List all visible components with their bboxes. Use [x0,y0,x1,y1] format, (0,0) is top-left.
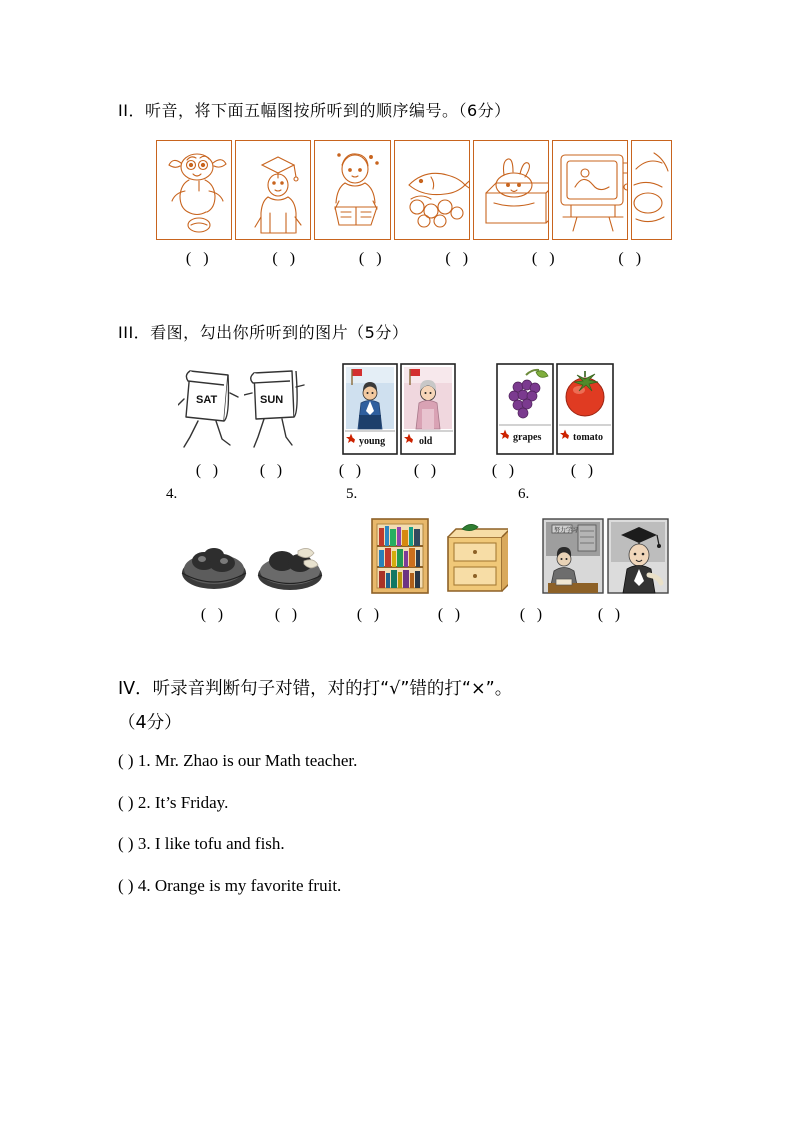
svg-text:SAT: SAT [196,393,218,406]
section-2-heading: II．听音，将下面五幅图按所听到的顺序编号。（6分） [118,101,511,120]
tomato-card [556,363,614,455]
bookshelf [366,515,434,597]
section-4-subheading: （4分） [118,712,182,733]
answer-cell[interactable]: ( ) [618,250,646,268]
answer-cell[interactable]: ( ) [338,461,366,479]
item-number-6: 6. [518,485,530,502]
mutton-dish [254,517,326,597]
answer-cell[interactable]: ( ) [274,605,302,623]
answer-cell[interactable]: ( ) [445,250,473,268]
rabbit-in-box-sketch [473,140,549,240]
fish-and-peas-sketch [394,140,470,240]
grapes-card [496,363,554,455]
question-item[interactable]: ( ) 3. I like tofu and fish. [118,834,285,854]
answer-cell[interactable]: ( ) [272,250,300,268]
item-number-5: 5. [346,485,358,502]
section-3-number-row [166,486,675,503]
section-3-row2-answers [178,606,675,624]
calendar-sat [178,363,240,455]
young-man-card [342,363,398,455]
student-studying-photo [542,515,604,597]
cartoon-figure-sketch [156,140,232,240]
tv-screen-sketch [552,140,628,240]
svg-text:old: old [419,435,433,447]
svg-text:努力学习: 努力学习 [554,526,579,534]
old-woman-card [400,363,456,455]
answer-cell[interactable]: ( ) [570,461,598,479]
section-4-heading: IV．听录音判断句子对错，对的打“√”错的打“×”。 [118,678,513,699]
answer-cell[interactable]: ( ) [491,461,519,479]
answer-cell[interactable]: ( ) [437,605,465,623]
item-number-4: 4. [166,485,178,502]
graduate-sketch [235,140,311,240]
section-3-row1-answers [178,462,675,480]
answer-cell[interactable]: ( ) [413,461,441,479]
svg-text:young: young [359,435,386,447]
section-2-picture-strip [156,140,675,240]
answer-cell[interactable]: ( ) [185,250,213,268]
cabinet [442,515,508,597]
section-3-heading: III．看图，勾出你所听到的图片（5分） [118,323,409,343]
svg-text:SUN: SUN [260,393,284,406]
answer-cell[interactable]: ( ) [259,461,287,479]
answer-cell[interactable]: ( ) [531,250,559,268]
partial-sketch [631,140,672,240]
answer-cell[interactable]: ( ) [200,605,228,623]
answer-cell[interactable]: ( ) [358,250,386,268]
question-item[interactable]: ( ) 2. It’s Friday. [118,792,229,812]
question-item[interactable]: ( ) 4. Orange is my favorite fruit. [118,875,342,895]
answer-cell[interactable]: ( ) [597,605,625,623]
question-item[interactable]: ( ) 1. Mr. Zhao is our Math teacher. [118,751,358,771]
answer-cell[interactable]: ( ) [356,605,384,623]
section-3-row1-pictures [178,363,675,455]
graduate-photo [607,515,669,597]
svg-text:grapes: grapes [513,431,542,443]
answer-cell[interactable]: ( ) [519,605,547,623]
girl-reading-book-sketch [314,140,390,240]
answer-cell[interactable]: ( ) [195,461,223,479]
svg-text:tomato: tomato [573,431,603,443]
section-2-answer-row [156,250,675,268]
section-3-row2-pictures [178,515,675,597]
calendar-sun [244,363,306,455]
beef-dish [178,517,250,597]
